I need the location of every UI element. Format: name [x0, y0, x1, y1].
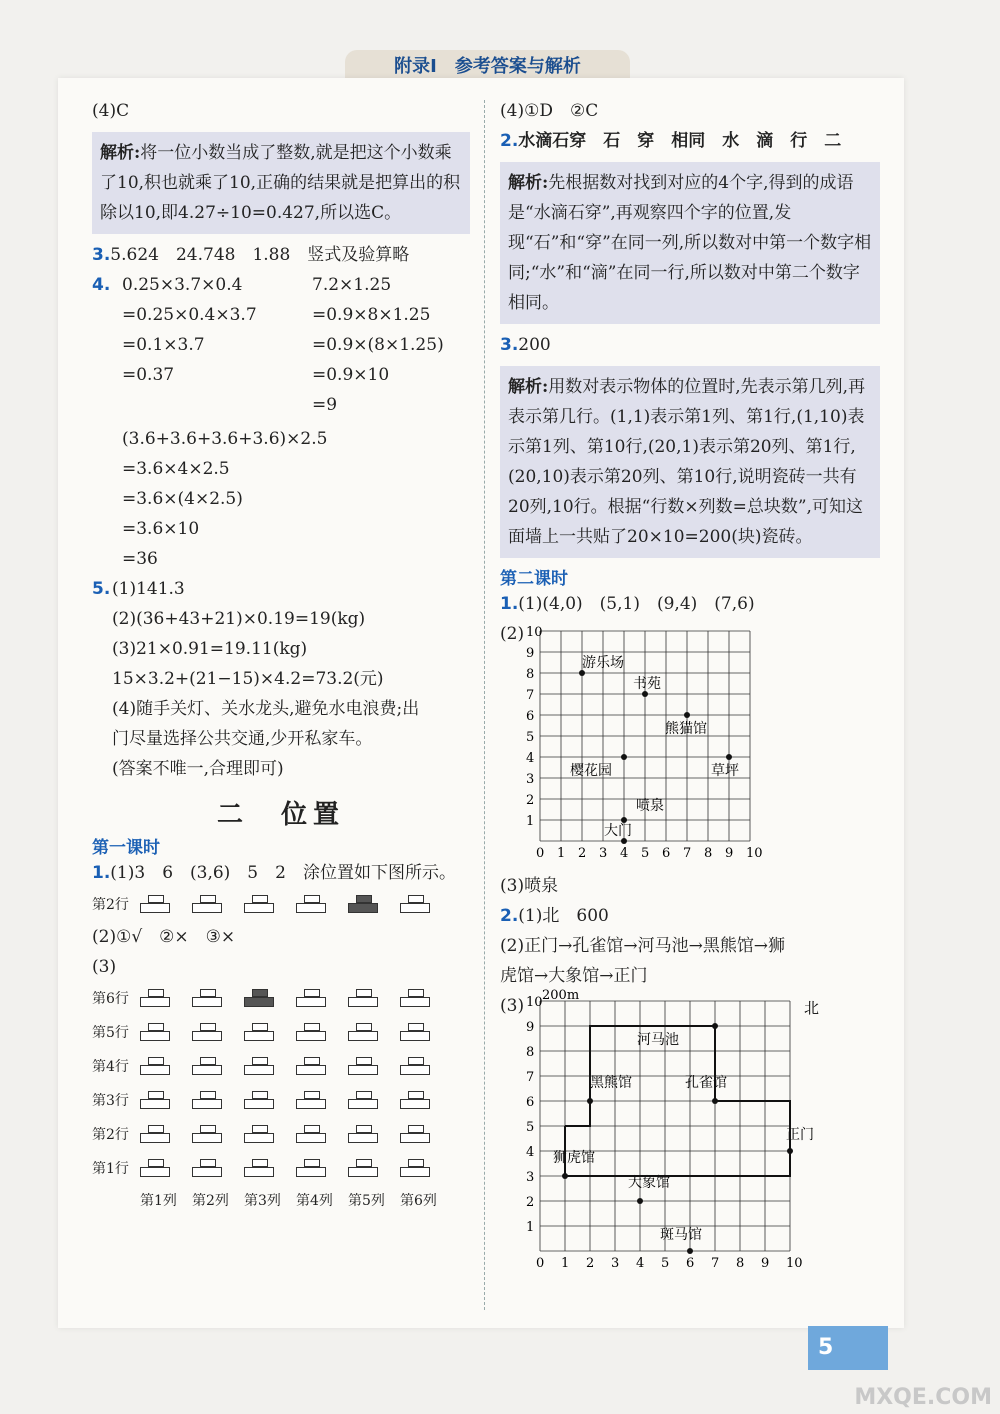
- axis-tick-y: 1: [526, 1220, 535, 1235]
- axis-tick-y: 8: [526, 1045, 535, 1060]
- seat: [400, 1023, 430, 1043]
- axis-tick-x: 7: [711, 1256, 720, 1271]
- right-column: [500, 96, 880, 1271]
- seat: [296, 989, 326, 1009]
- axis-tick-x: 1: [561, 1256, 570, 1271]
- seat-row: [92, 1050, 470, 1084]
- zoo-map-grid-2: [500, 988, 880, 1271]
- seat: [192, 1159, 222, 1179]
- seat-grid: [92, 982, 470, 1186]
- seat: [296, 1057, 326, 1077]
- q2b-line-4: (3): [500, 996, 525, 1016]
- seat: [244, 1125, 274, 1145]
- seat-row: [92, 1152, 470, 1186]
- seat: [400, 1091, 430, 1111]
- seat: [400, 895, 430, 915]
- q5-line: (4)随手关灯、关水龙头,避免水电浪费;出: [112, 699, 420, 719]
- seat: [400, 1159, 430, 1179]
- page-header: 附录Ⅰ 参考答案与解析: [345, 50, 630, 84]
- analysis-label: 解析:: [508, 377, 549, 397]
- seat: [348, 1091, 378, 1111]
- q4-row: [122, 330, 470, 360]
- seat-row: [92, 1118, 470, 1152]
- q-number: 1.: [92, 863, 111, 883]
- row-label: 第3行: [92, 1093, 129, 1109]
- axis-tick-y: 9: [526, 646, 535, 661]
- axis-tick-y: 7: [526, 1070, 535, 1085]
- q4-left: =0.37: [122, 365, 175, 385]
- axis-tick-y: 2: [526, 1195, 535, 1210]
- map-point: [621, 754, 627, 760]
- seat: [192, 1125, 222, 1145]
- seat: [140, 1091, 170, 1111]
- axis-tick-x: 4: [636, 1256, 645, 1271]
- q-number: 1.: [500, 594, 519, 614]
- seat: [244, 1023, 274, 1043]
- column-label: 第6列: [400, 1193, 437, 1209]
- axis-tick-y: 10: [526, 995, 543, 1010]
- seat: [348, 1125, 378, 1145]
- map-label: 书苑: [633, 676, 661, 692]
- q1-answer: (1)(4,0) (5,1) (9,4) (7,6): [518, 594, 755, 614]
- analysis-text: 先根据数对找到对应的4个字,得到的成语是“水滴石穿”,再观察四个字的位置,发现“石”和“穿”在同一列,所以数对中第一个数字相同;“水”和“滴”在同一行,所以数对中第二个数字相同。: [508, 173, 872, 313]
- q4-left: [122, 390, 312, 420]
- axis-tick-x: 3: [611, 1256, 620, 1271]
- map-label: 大门: [604, 823, 632, 839]
- axis-tick-x: 5: [641, 846, 650, 861]
- analysis-text: 将一位小数当成了整数,就是把这个小数乘了10,积也就乘了10,正确的结果就是把算出的积除以10,即4.27÷10=0.427,所以选C。: [100, 143, 461, 223]
- q5-line: (3)21×0.91=19.11(kg): [112, 639, 308, 659]
- q4-left: 0.25×3.7×0.4: [122, 275, 243, 295]
- q5-line: (1)141.3: [112, 579, 185, 599]
- l1q3-label: (3): [92, 957, 117, 977]
- q4b-line: =3.6×10: [122, 519, 200, 539]
- q4-left: =0.25×0.4×3.7: [122, 305, 257, 325]
- lesson-title: 第二课时: [500, 569, 568, 589]
- axis-tick-x: 4: [620, 846, 629, 861]
- axis-tick-x: 8: [704, 846, 713, 861]
- seat: [244, 1159, 274, 1179]
- seat: [400, 1125, 430, 1145]
- q4-row: [122, 390, 470, 420]
- section-title: 二 位置: [216, 800, 345, 830]
- seat: [192, 1023, 222, 1043]
- map-point: [687, 1248, 693, 1254]
- map-point: [726, 754, 732, 760]
- map-label: 斑马馆: [660, 1227, 702, 1243]
- page-number: 5: [808, 1326, 888, 1370]
- q2b-line-1: (1)北 600: [518, 906, 609, 926]
- q3-answer: 200: [518, 335, 551, 355]
- q-number: 2.: [500, 131, 519, 151]
- seat: [140, 989, 170, 1009]
- q4-right: =0.9×8×1.25: [312, 305, 431, 325]
- seat-row-2: [92, 888, 470, 922]
- axis-tick-y: 5: [526, 730, 535, 745]
- column-labels: [92, 1186, 470, 1216]
- l1q2-answer: (2)①√ ②× ③×: [92, 927, 236, 947]
- answer-4: (4)①D ②C: [500, 101, 599, 121]
- map-label: 草坪: [711, 763, 739, 779]
- map-label: 黑熊馆: [590, 1075, 632, 1091]
- axis-tick-y: 2: [526, 793, 535, 808]
- axis-tick-y: 6: [526, 1095, 535, 1110]
- q5-line: 15×3.2+(21−15)×4.2=73.2(元): [112, 669, 384, 689]
- q4-right: =0.9×(8×1.25): [312, 335, 444, 355]
- seat: [400, 989, 430, 1009]
- axis-tick-y: 9: [526, 1020, 535, 1035]
- axis-tick-y: 6: [526, 709, 535, 724]
- row-label: 第6行: [92, 991, 129, 1007]
- axis-tick-x: 3: [599, 846, 608, 861]
- q2b-line-2: (2)正门→孔雀馆→河马池→黑熊馆→狮: [500, 936, 786, 956]
- column-label: 第1列: [140, 1193, 177, 1209]
- axis-tick-x: 2: [586, 1256, 595, 1271]
- map-point: [637, 1198, 643, 1204]
- seat-row: [92, 1084, 470, 1118]
- map-label: 狮虎馆: [553, 1150, 595, 1166]
- q4-left: =0.1×3.7: [122, 335, 205, 355]
- q-number: 3.: [92, 245, 111, 265]
- map-label: 河马池: [637, 1032, 679, 1048]
- analysis-label: 解析:: [100, 143, 141, 163]
- row-label: 第2行: [92, 1127, 129, 1143]
- axis-tick-y: 10: [526, 625, 543, 640]
- seat: [192, 989, 222, 1009]
- seat: [192, 1091, 222, 1111]
- analysis-text: 用数对表示物体的位置时,先表示第几列,再表示第几行。(1,1)表示第1列、第1行,(1,10)表示第1列、第10行,(20,1)表示第20列、第1行,(20,10)表示第20列、第10行,说明瓷砖一共有20列,10行。根据“行数×列数=总块数”,可知这面墙上一共贴了20×10=200(块)瓷砖。: [508, 377, 866, 547]
- zoo-map-grid-1: [500, 621, 880, 861]
- q4-row: [122, 270, 470, 300]
- axis-tick-x: 0: [536, 846, 545, 861]
- q5-line: (答案不唯一,合理即可): [112, 759, 284, 779]
- axis-tick-y: 1: [526, 814, 535, 829]
- column-label: 第4列: [296, 1193, 333, 1209]
- map-label: 正门: [786, 1127, 814, 1143]
- map-scale: 200m: [542, 988, 580, 1003]
- analysis-label: 解析:: [508, 173, 549, 193]
- axis-tick-x: 5: [661, 1256, 670, 1271]
- axis-tick-x: 6: [662, 846, 671, 861]
- q-number: 5.: [92, 579, 111, 599]
- seat: [244, 1091, 274, 1111]
- q4b-line: =3.6×(4×2.5): [122, 489, 243, 509]
- seat: [348, 1023, 378, 1043]
- row-label: 第1行: [92, 1161, 129, 1177]
- answer-4c: (4)C: [92, 101, 130, 121]
- axis-tick-y: 4: [526, 751, 535, 766]
- seat: [296, 1023, 326, 1043]
- axis-tick-x: 10: [746, 846, 763, 861]
- q5-line: 门尽量选择公共交通,少开私家车。: [112, 729, 373, 749]
- axis-tick-x: 10: [786, 1256, 803, 1271]
- map-label: 樱花园: [570, 763, 612, 779]
- seat: [140, 1125, 170, 1145]
- seat: [400, 1057, 430, 1077]
- seat: [296, 1159, 326, 1179]
- q4b-line: =3.6×4×2.5: [122, 459, 230, 479]
- column-label: 第3列: [244, 1193, 281, 1209]
- seat: [348, 1159, 378, 1179]
- column-label: 第2列: [192, 1193, 229, 1209]
- axis-tick-y: 3: [526, 772, 535, 787]
- lesson-title: 第一课时: [92, 838, 160, 858]
- analysis-box-3: [500, 366, 880, 558]
- left-column: [92, 96, 470, 1216]
- map-label: 孔雀馆: [685, 1075, 727, 1091]
- seat-filled: [348, 895, 378, 915]
- axis-tick-y: 7: [526, 688, 535, 703]
- map-label: 游乐场: [582, 655, 624, 671]
- axis-tick-y: 5: [526, 1120, 535, 1135]
- q4b-line: (3.6+3.6+3.6+3.6)×2.5: [122, 429, 328, 449]
- row-label: 第2行: [92, 897, 129, 913]
- column-divider: [484, 100, 485, 1310]
- seat: [296, 1125, 326, 1145]
- axis-tick-y: 4: [526, 1145, 535, 1160]
- q4-row: [122, 300, 470, 330]
- axis-tick-x: 1: [557, 846, 566, 861]
- row-label: 第5行: [92, 1025, 129, 1041]
- axis-tick-x: 9: [761, 1256, 770, 1271]
- axis-tick-x: 7: [683, 846, 692, 861]
- map-label: 大象馆: [628, 1175, 670, 1191]
- row-label: 第4行: [92, 1059, 129, 1075]
- watermark: MXQE.COM: [854, 1385, 992, 1410]
- q4-right: =0.9×10: [312, 365, 390, 385]
- q4-right: =9: [312, 395, 338, 415]
- seat: [140, 1159, 170, 1179]
- q4-block: [92, 270, 470, 574]
- q1c-answer: (3)喷泉: [500, 876, 559, 896]
- q3-answer: 5.624 24.748 1.88 竖式及验算略: [110, 245, 410, 265]
- map-point: [684, 712, 690, 718]
- seat-row: [92, 982, 470, 1016]
- seat-row: [92, 1016, 470, 1050]
- seat: [296, 1091, 326, 1111]
- axis-tick-x: 0: [536, 1256, 545, 1271]
- analysis-box-2: [500, 162, 880, 324]
- seat: [192, 1057, 222, 1077]
- column-label: 第5列: [348, 1193, 385, 1209]
- axis-tick-x: 9: [725, 846, 734, 861]
- axis-tick-y: 3: [526, 1170, 535, 1185]
- q2-answer: 水滴石穿 石 穿 相同 水 滴 行 二: [518, 131, 842, 151]
- q4b-line: =36: [122, 549, 158, 569]
- analysis-box-1: [92, 132, 470, 234]
- seat: [348, 1057, 378, 1077]
- map-label: 熊猫馆: [665, 721, 707, 737]
- q5-line: (2)(36+43+21)×0.19=19(kg): [112, 609, 366, 629]
- map-label: 喷泉: [636, 798, 664, 814]
- q4-row: [122, 360, 470, 390]
- l1q1-answer: (1)3 6 (3,6) 5 2 涂位置如下图所示。: [110, 863, 456, 883]
- north-label: 北: [804, 999, 820, 1017]
- seat: [140, 1023, 170, 1043]
- q-number: 3.: [500, 335, 519, 355]
- axis-tick-x: 2: [578, 846, 587, 861]
- seat: [192, 895, 222, 915]
- axis-tick-y: 8: [526, 667, 535, 682]
- q4-right: 7.2×1.25: [312, 275, 392, 295]
- axis-tick-x: 6: [686, 1256, 695, 1271]
- seat: [348, 989, 378, 1009]
- seat: [244, 895, 274, 915]
- seat: [140, 895, 170, 915]
- seat: [244, 1057, 274, 1077]
- q1b-label: (2): [500, 624, 525, 644]
- seat: [296, 895, 326, 915]
- q-number: 2.: [500, 906, 519, 926]
- seat: [140, 1057, 170, 1077]
- axis-tick-x: 8: [736, 1256, 745, 1271]
- q2b-line-3: 虎馆→大象馆→正门: [500, 966, 648, 986]
- q-number: 4.: [92, 275, 111, 295]
- seat-filled: [244, 989, 274, 1009]
